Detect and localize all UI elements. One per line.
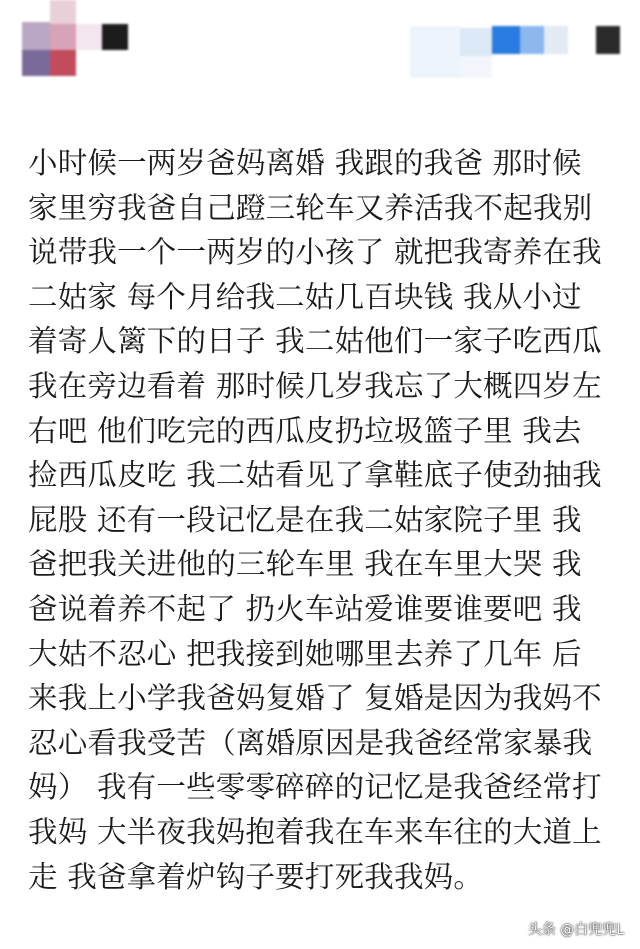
post-text-line: 说带我一个一两岁的小孩了 就把我寄养在我	[28, 235, 602, 270]
user-info-blurred	[410, 20, 620, 78]
post-header	[0, 0, 640, 90]
post-text-line: 右吧 他们吃完的西瓜皮扔垃圾篮子里 我去	[28, 413, 582, 448]
post-text-line: 我妈 大半夜我妈抱着我在车来车往的大道上	[28, 814, 602, 849]
post-text-line: 小时候一两岁爸妈离婚 我跟的我爸 那时候	[28, 146, 582, 180]
post-text-line: 走 我爸拿着炉钩子要打死我我妈。	[28, 859, 484, 894]
post-text-line: 二姑家 每个月给我二姑几百块钱 我从小过	[28, 279, 582, 314]
post-text-line: 来我上小学我爸妈复婚了 复婚是因为我妈不	[28, 681, 602, 716]
watermark: 头条 @白兜兜L	[527, 922, 624, 938]
post-text-line: 捡西瓜皮吃 我二姑看见了拿鞋底子使劲抽我	[28, 458, 602, 493]
post-text-line: 我在旁边看着 那时候几岁我忘了大概四岁左	[28, 368, 602, 403]
post-text-line: 爸把我关进他的三轮车里 我在车里大哭 我	[28, 547, 582, 582]
post-text-line: 忍心看我受苦（离婚原因是我爸经常家暴我	[28, 725, 593, 760]
post-text-line: 大姑不忍心 把我接到她哪里去养了几年 后	[28, 636, 582, 671]
post-text-line: 家里穷我爸自己蹬三轮车又养活我不起我别	[28, 190, 593, 225]
post-text-line: 着寄人篱下的日子 我二姑他们一家子吃西瓜	[28, 324, 602, 359]
post-text-line: 爸说着养不起了 扔火车站爱谁要谁要吧 我	[28, 591, 582, 626]
user-avatar-blurred[interactable]	[22, 0, 128, 80]
post-text-line: 妈） 我有一些零零碎碎的记忆是我爸经常打	[28, 770, 602, 805]
post-text-line: 屁股 还有一段记忆是在我二姑家院子里 我	[28, 502, 582, 537]
post-body	[28, 141, 618, 899]
